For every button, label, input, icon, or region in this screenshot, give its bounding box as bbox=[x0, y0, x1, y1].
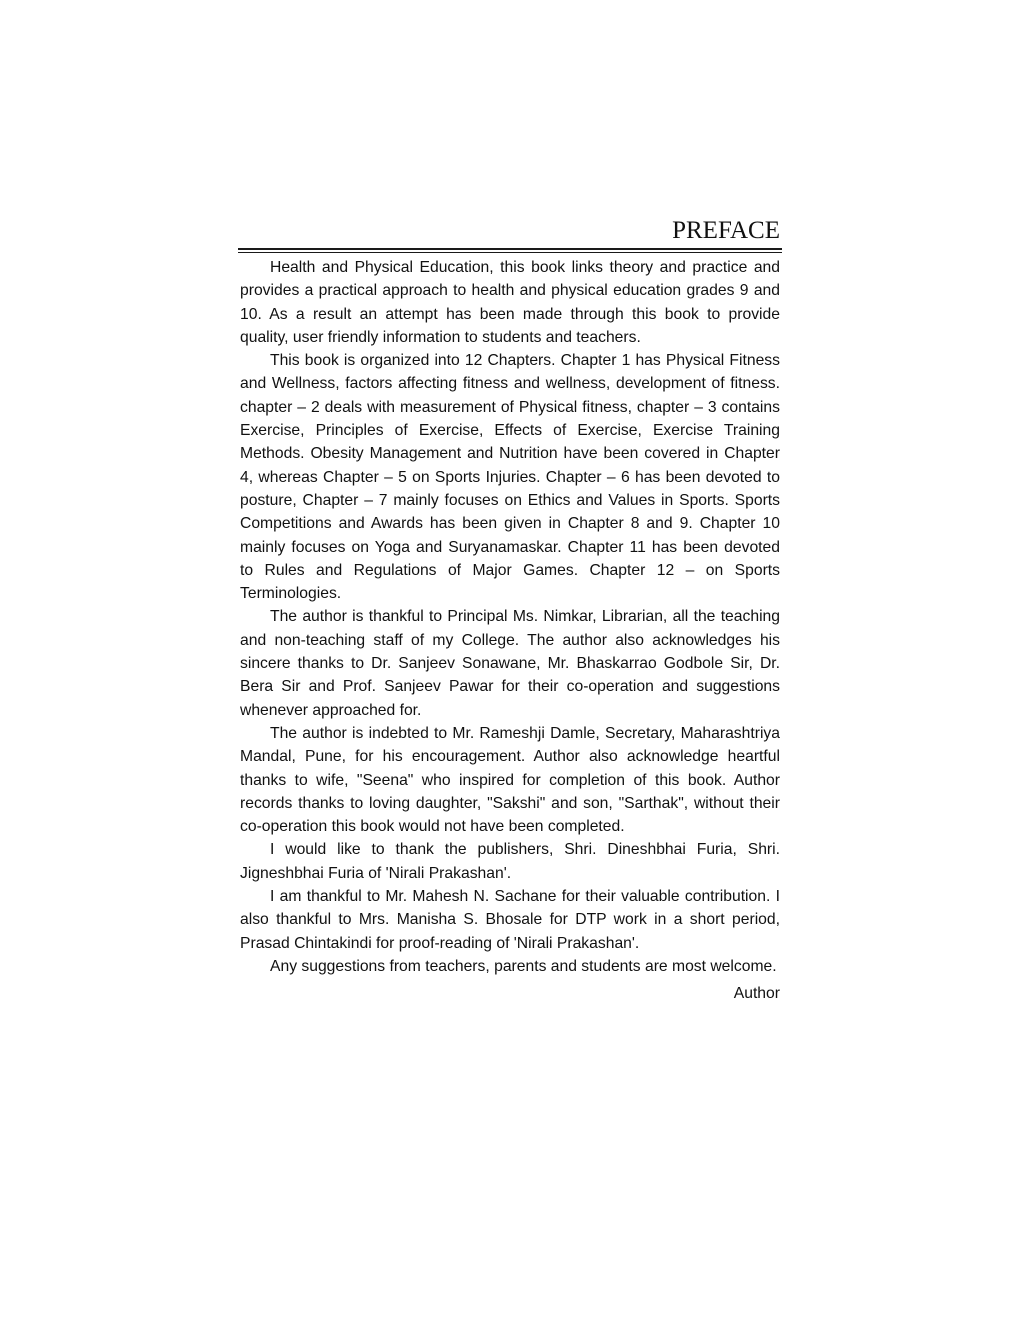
page-title: PREFACE bbox=[672, 217, 780, 244]
paragraph-publishers: I would like to thank the publishers, Shri. Dineshbhai Furia, Shri. Jigneshbhai Furia of 'Nirali Prakashan'. bbox=[240, 841, 780, 882]
preface-body bbox=[238, 256, 782, 978]
paragraph-contributors: I am thankful to Mr. Mahesh N. Sachane for their valuable contribution. I also thankful to Mrs. Manisha S. Bhosale for DTP work in a short period, Prasad Chintakindi for proof-reading of 'Nirali Prakashan'. bbox=[240, 888, 780, 952]
author-signature: Author bbox=[733, 985, 780, 1003]
paragraph-suggestions: Any suggestions from teachers, parents and students are most welcome. bbox=[270, 957, 777, 975]
paragraph-chapters: This book is organized into 12 Chapters. Chapter 1 has Physical Fitness and Wellness, factors affecting fitness and wellness, development of fitness. chapter – 2 deals with measurement of Physical fitness, chapter – 3 contains Exercise, Principles of Exercise, Effects of Exercise, Exercise Training Methods. Obesity Management and Nutrition have been covered in Chapter 4, whereas Chapter – 5 on Sports Injuries. Chapter – 6 has been devoted to posture, Chapter – 7 mainly focuses on Ethics and Values in Sports. Sports Competitions and Awards has been given in Chapter 8 and 9. Chapter 10 mainly focuses on Yoga and Suryanamaskar. Chapter 11 has been devoted to Rules and Regulations of Major Games. Chapter 12 – on Sports Terminologies. bbox=[240, 352, 780, 603]
title-rule-thick bbox=[238, 248, 782, 250]
preface-page bbox=[238, 214, 782, 1006]
paragraph-intro: Health and Physical Education, this book links theory and practice and provides a practical approach to health and physical education grades 9 and 10. As a result an attempt has been made through this book to provide quality, user friendly information to students and teachers. bbox=[240, 259, 780, 346]
paragraph-acknowledgement-family: The author is indebted to Mr. Rameshji Damle, Secretary, Maharashtriya Mandal, Pune, for his encouragement. Author also acknowledge heartful thanks to wife, "Seena" who inspired for completion of this book. Author records thanks to loving daughter, "Sakshi" and son, "Sarthak", without their co-operation this book would not have been completed. bbox=[240, 724, 780, 836]
paragraph-acknowledgement-college: The author is thankful to Principal Ms. Nimkar, Librarian, all the teaching and non-teaching staff of my College. The author also acknowledges his sincere thanks to Dr. Sanjeev Sonawane, Mr. Bhaskarrao Godbole Sir, Dr. Bera Sir and Prof. Sanjeev Pawar for their co-operation and suggestions whenever approached for. bbox=[240, 608, 780, 719]
title-rule-thin bbox=[238, 252, 782, 253]
